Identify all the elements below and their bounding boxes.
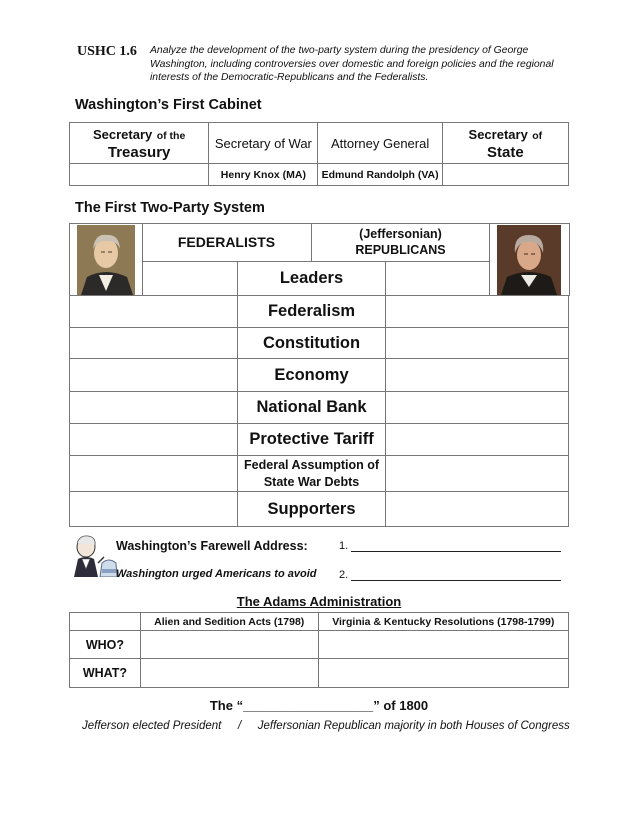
war-answer: Henry Knox (MA) [209,164,318,186]
washington-cartoon-image [68,533,118,577]
farewell-item-1-blank[interactable] [351,539,561,552]
federalist-supporters[interactable] [70,492,238,527]
adams-corner-cell [70,613,141,631]
republican-tariff[interactable] [385,424,568,456]
election-title: The “__________________” of 1800 [209,698,429,713]
divider [489,223,490,296]
federalist-bank[interactable] [70,392,238,424]
standard-code: USHC 1.6 [77,44,137,59]
two-party-header [69,223,569,296]
cabinet-table [69,122,569,186]
republican-assumption[interactable] [385,456,568,492]
attorney-answer: Edmund Randolph (VA) [318,164,442,186]
federalist-federalism[interactable] [70,296,238,328]
row-assumption-label [238,456,386,492]
adams-table [69,612,569,688]
state-cell [442,123,568,164]
alien-who-answer[interactable] [140,631,318,659]
what-label: WHAT? [70,659,141,688]
treasury-line-a: Secretary [92,126,153,142]
election-summary [82,720,570,732]
standard-text: Analyze the development of the two-party system during the presidency of George Washington, including controversies over domestic and foreign policies and the regional interests of the Democratic-Republicans and the Federalists. [150,45,554,83]
state-answer[interactable] [442,164,568,186]
divider [385,261,386,296]
republicans-line-1: (Jeffersonian) [359,227,442,241]
row-supporters-label: Supporters [238,492,386,527]
federalist-constitution[interactable] [70,328,238,359]
va-ky-resolutions-header: Virginia & Kentucky Resolutions (1798-1799) [318,613,568,631]
hamilton-portrait-image [77,225,135,295]
assumption-line-1: Federal Assumption of [244,457,380,472]
election-separator: / [237,720,242,732]
republican-supporters[interactable] [385,492,568,527]
election-right: Jeffersonian Republican majority in both Houses of Congress [257,720,570,732]
two-party-table [69,295,569,527]
treasury-answer[interactable] [70,164,209,186]
republican-bank[interactable] [385,392,568,424]
row-bank-label: National Bank [238,392,386,424]
federalist-economy[interactable] [70,359,238,392]
republican-federalism[interactable] [385,296,568,328]
treasury-cell [70,123,209,164]
attorney-cell: Attorney General [318,123,442,164]
row-constitution-label: Constitution [238,328,386,359]
alien-what-answer[interactable] [140,659,318,688]
farewell-item-2-blank[interactable] [351,568,561,581]
state-line-b: of [532,129,543,142]
farewell-title: Washington’s Farewell Address: [116,539,308,553]
row-economy-label: Economy [238,359,386,392]
state-line-c: State [487,143,524,161]
farewell-subtitle: Washington urged Americans to avoid [116,568,317,580]
treasury-line-b: of the [156,129,186,142]
cabinet-heading: Washington’s First Cabinet [75,97,262,113]
election-left: Jefferson elected President [82,720,222,732]
adams-heading: The Adams Administration [236,594,402,609]
assumption-line-2: State War Debts [263,474,360,489]
federalists-label: FEDERALISTS [177,234,276,250]
republican-economy[interactable] [385,359,568,392]
alien-sedition-header: Alien and Sedition Acts (1798) [140,613,318,631]
farewell-item-2-number: 2. [339,569,349,581]
federalist-tariff[interactable] [70,424,238,456]
republican-constitution[interactable] [385,328,568,359]
war-cell: Secretary of War [209,123,318,164]
row-federalism-label: Federalism [238,296,386,328]
treasury-line-c: Treasury [107,143,171,161]
resolutions-who-answer[interactable] [318,631,568,659]
republicans-line-2: REPUBLICANS [355,243,446,257]
farewell-item-2 [339,568,561,581]
republicans-label [312,226,489,258]
who-label: WHO? [70,631,141,659]
farewell-item-1 [339,539,561,552]
row-tariff-label: Protective Tariff [238,424,386,456]
federalist-assumption[interactable] [70,456,238,492]
row-leaders-label: Leaders [279,269,344,287]
farewell-item-1-number: 1. [339,540,349,552]
resolutions-what-answer[interactable] [318,659,568,688]
jefferson-portrait-image [497,225,561,295]
state-line-a: Secretary [468,126,528,142]
two-party-heading: The First Two-Party System [75,200,265,216]
